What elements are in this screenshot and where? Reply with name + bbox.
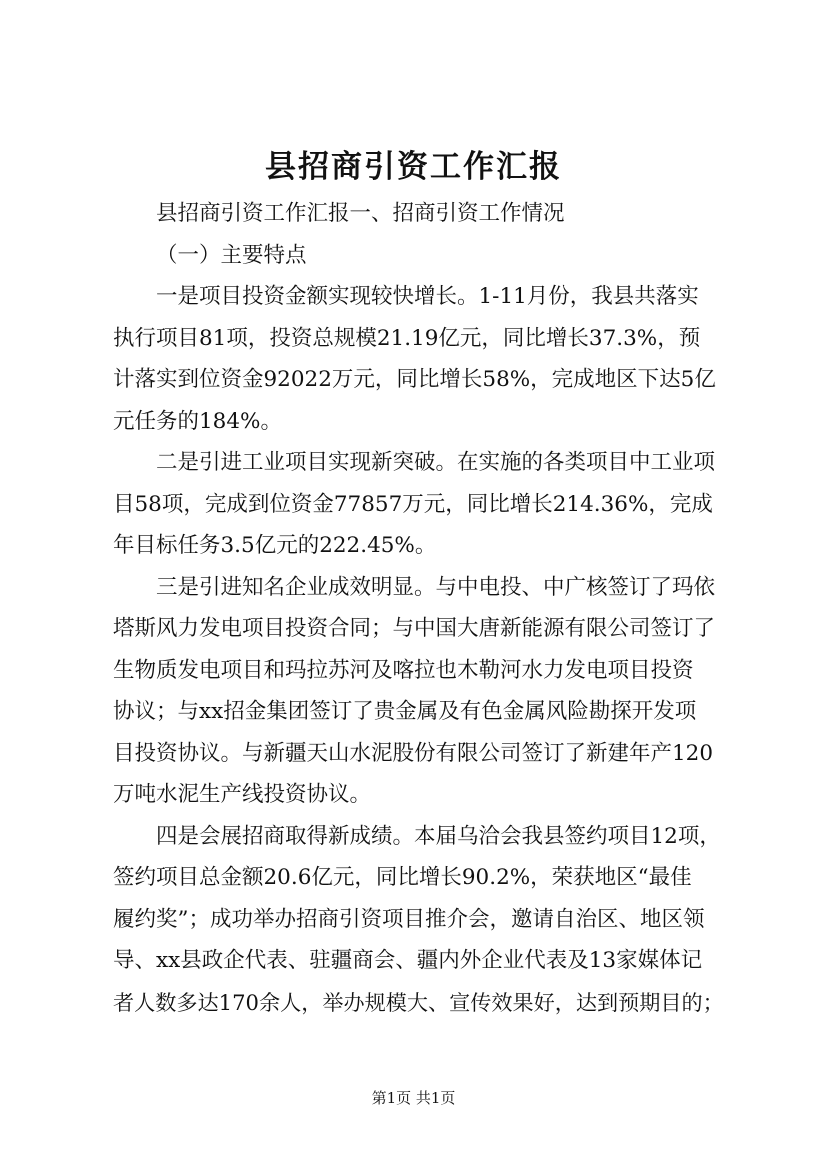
paragraph-3-line-1: 三是引进知名企业成效明显。与中电投、中广核签订了玛依: [156, 574, 716, 600]
page-footer: 第1页 共1页: [371, 1089, 456, 1107]
paragraph-4-line-4: 导、xx县政企代表、驻疆商会、疆内外企业代表及13家媒体记: [113, 948, 703, 973]
paragraph-3-line-4: 协议；与xx招金集团签订了贵金属及有色金属风险勘探开发项: [113, 699, 697, 724]
paragraph-3-line-6: 万吨水泥生产线投资协议。: [113, 782, 372, 807]
paragraph-4-line-3: 履约奖”；成功举办招商引资项目推介会，邀请自治区、地区领: [113, 906, 705, 932]
paragraph-3-line-5: 目投资协议。与新疆天山水泥股份有限公司签订了新建年产120: [113, 740, 714, 766]
paragraph-1-line-3: 计落实到位资金92022万元，同比增长58%，完成地区下达5亿: [113, 367, 716, 392]
paragraph-4-line-5: 者人数多达170余人，举办规模大、宣传效果好，达到预期目的；: [113, 989, 724, 1015]
paragraph-1-line-2: 执行项目81项，投资总规模21.19亿元，同比增长37.3%，预: [113, 325, 701, 351]
paragraph-2-line-3: 年目标任务3.5亿元的222.45%。: [113, 533, 437, 558]
paragraph-3-line-2: 塔斯风力发电项目投资合同；与中国大唐新能源有限公司签订了: [113, 616, 716, 641]
section-heading: （一）主要特点: [156, 242, 307, 268]
paragraph-2-line-2: 目58项，完成到位资金77857万元，同比增长214.36%，完成: [113, 491, 713, 517]
document-title: 县招商引资工作汇报: [265, 149, 562, 185]
paragraph-1-line-1: 一是项目投资金额实现较快增长。1-11月份，我县共落实: [156, 284, 699, 309]
paragraph-4-line-2: 签约项目总金额20.6亿元，同比增长90.2%，荣获地区“最佳: [113, 865, 692, 890]
paragraph-4-line-1: 四是会展招商取得新成绩。本届乌洽会我县签约项目12项，: [156, 823, 721, 849]
intro-line: 县招商引资工作汇报一、招商引资工作情况: [156, 201, 565, 226]
paragraph-2-line-1: 二是引进工业项目实现新突破。在实施的各类项目中工业项: [156, 450, 716, 475]
document-body: [113, 193, 727, 1023]
paragraph-3-line-3: 生物质发电项目和玛拉苏河及喀拉也木勒河水力发电项目投资: [113, 657, 694, 683]
paragraph-1-line-4: 元任务的184%。: [113, 408, 282, 434]
